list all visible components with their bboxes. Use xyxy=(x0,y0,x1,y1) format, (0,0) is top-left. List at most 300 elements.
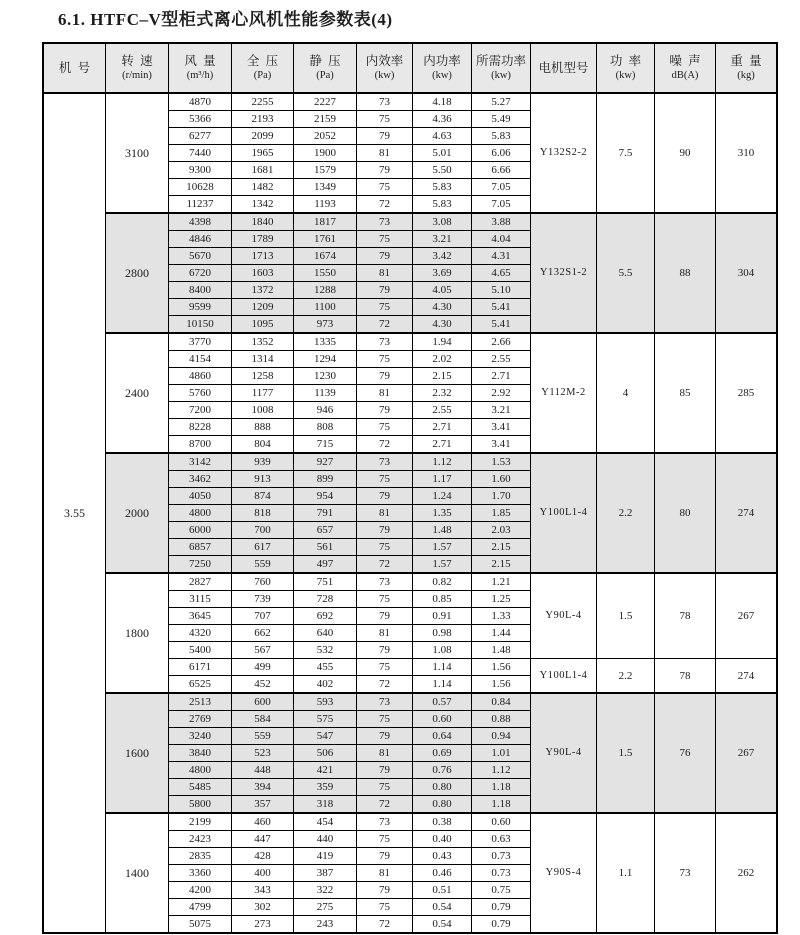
cell-static-pressure: 1335 xyxy=(294,333,357,351)
cell-required-power: 3.88 xyxy=(472,213,531,231)
cell-total-pressure: 913 xyxy=(232,471,294,488)
table-body xyxy=(43,93,777,933)
cell-air-volume: 4860 xyxy=(169,368,232,385)
cell-efficiency: 72 xyxy=(357,316,413,334)
cell-required-power: 1.85 xyxy=(472,505,531,522)
cell-efficiency: 79 xyxy=(357,608,413,625)
cell-required-power: 5.83 xyxy=(472,128,531,145)
cell-total-pressure: 600 xyxy=(232,693,294,711)
cell-air-volume: 3462 xyxy=(169,471,232,488)
cell-static-pressure: 1349 xyxy=(294,179,357,196)
cell-weight: 285 xyxy=(716,333,778,453)
cell-motor-power: 1.5 xyxy=(597,573,655,659)
cell-required-power: 1.70 xyxy=(472,488,531,505)
cell-weight: 267 xyxy=(716,693,778,813)
cell-internal-power: 0.98 xyxy=(413,625,472,642)
cell-weight: 274 xyxy=(716,659,778,694)
cell-efficiency: 75 xyxy=(357,231,413,248)
cell-static-pressure: 640 xyxy=(294,625,357,642)
cell-efficiency: 79 xyxy=(357,522,413,539)
cell-air-volume: 10628 xyxy=(169,179,232,196)
cell-static-pressure: 547 xyxy=(294,728,357,745)
cell-air-volume: 10150 xyxy=(169,316,232,334)
cell-required-power: 1.01 xyxy=(472,745,531,762)
cell-efficiency: 81 xyxy=(357,265,413,282)
cell-motor-power: 1.1 xyxy=(597,813,655,933)
speed-cell: 1800 xyxy=(106,573,169,693)
cell-required-power: 4.31 xyxy=(472,248,531,265)
cell-total-pressure: 662 xyxy=(232,625,294,642)
column-unit: (kw) xyxy=(432,70,452,81)
cell-air-volume: 11237 xyxy=(169,196,232,214)
column-header-static-pressure xyxy=(294,43,357,93)
cell-total-pressure: 1482 xyxy=(232,179,294,196)
speed-cell: 2000 xyxy=(106,453,169,573)
cell-required-power: 5.27 xyxy=(472,93,531,111)
cell-internal-power: 0.40 xyxy=(413,831,472,848)
cell-internal-power: 3.69 xyxy=(413,265,472,282)
cell-static-pressure: 1579 xyxy=(294,162,357,179)
column-header-motor-model xyxy=(531,43,597,93)
cell-air-volume: 6000 xyxy=(169,522,232,539)
cell-air-volume: 4800 xyxy=(169,505,232,522)
cell-total-pressure: 1342 xyxy=(232,196,294,214)
column-unit: (Pa) xyxy=(253,70,272,81)
cell-efficiency: 73 xyxy=(357,213,413,231)
cell-air-volume: 7440 xyxy=(169,145,232,162)
cell-total-pressure: 1258 xyxy=(232,368,294,385)
cell-required-power: 0.79 xyxy=(472,916,531,934)
cell-internal-power: 1.08 xyxy=(413,642,472,659)
cell-internal-power: 4.18 xyxy=(413,93,472,111)
cell-static-pressure: 946 xyxy=(294,402,357,419)
cell-total-pressure: 394 xyxy=(232,779,294,796)
cell-required-power: 0.94 xyxy=(472,728,531,745)
cell-required-power: 0.73 xyxy=(472,865,531,882)
cell-air-volume: 5400 xyxy=(169,642,232,659)
cell-internal-power: 1.94 xyxy=(413,333,472,351)
cell-static-pressure: 751 xyxy=(294,573,357,591)
cell-air-volume: 6857 xyxy=(169,539,232,556)
cell-internal-power: 4.05 xyxy=(413,282,472,299)
cell-noise: 76 xyxy=(655,693,716,813)
cell-static-pressure: 454 xyxy=(294,813,357,831)
column-label: 全 压 xyxy=(246,54,279,68)
speed-cell: 2800 xyxy=(106,213,169,333)
cell-motor-model: Y90L-4 xyxy=(531,693,597,813)
column-header-weight xyxy=(716,43,778,93)
cell-internal-power: 0.64 xyxy=(413,728,472,745)
column-header-air-volume xyxy=(169,43,232,93)
cell-total-pressure: 874 xyxy=(232,488,294,505)
cell-total-pressure: 460 xyxy=(232,813,294,831)
cell-static-pressure: 1294 xyxy=(294,351,357,368)
cell-internal-power: 2.71 xyxy=(413,419,472,436)
cell-required-power: 3.41 xyxy=(472,419,531,436)
cell-total-pressure: 1789 xyxy=(232,231,294,248)
cell-air-volume: 4799 xyxy=(169,899,232,916)
cell-noise: 90 xyxy=(655,93,716,213)
cell-total-pressure: 1965 xyxy=(232,145,294,162)
cell-static-pressure: 419 xyxy=(294,848,357,865)
cell-air-volume: 2423 xyxy=(169,831,232,848)
cell-required-power: 0.88 xyxy=(472,711,531,728)
cell-internal-power: 1.14 xyxy=(413,676,472,694)
cell-required-power: 1.33 xyxy=(472,608,531,625)
cell-static-pressure: 1193 xyxy=(294,196,357,214)
cell-total-pressure: 939 xyxy=(232,453,294,471)
cell-motor-model: Y132S1-2 xyxy=(531,213,597,333)
cell-internal-power: 0.43 xyxy=(413,848,472,865)
table-row xyxy=(43,573,777,591)
cell-air-volume: 5485 xyxy=(169,779,232,796)
cell-efficiency: 79 xyxy=(357,248,413,265)
cell-weight: 274 xyxy=(716,453,778,573)
cell-required-power: 1.25 xyxy=(472,591,531,608)
cell-internal-power: 0.38 xyxy=(413,813,472,831)
cell-static-pressure: 402 xyxy=(294,676,357,694)
speed-cell: 3100 xyxy=(106,93,169,213)
cell-required-power: 1.21 xyxy=(472,573,531,591)
column-label: 内功率 xyxy=(423,54,461,68)
cell-air-volume: 6171 xyxy=(169,659,232,676)
cell-required-power: 2.15 xyxy=(472,539,531,556)
cell-total-pressure: 1177 xyxy=(232,385,294,402)
cell-required-power: 2.15 xyxy=(472,556,531,574)
cell-required-power: 1.12 xyxy=(472,762,531,779)
cell-internal-power: 5.50 xyxy=(413,162,472,179)
cell-required-power: 2.66 xyxy=(472,333,531,351)
cell-static-pressure: 1100 xyxy=(294,299,357,316)
cell-air-volume: 6525 xyxy=(169,676,232,694)
cell-internal-power: 0.57 xyxy=(413,693,472,711)
cell-internal-power: 2.02 xyxy=(413,351,472,368)
cell-static-pressure: 318 xyxy=(294,796,357,814)
cell-motor-model: Y90S-4 xyxy=(531,813,597,933)
cell-air-volume: 9300 xyxy=(169,162,232,179)
speed-cell: 1400 xyxy=(106,813,169,933)
cell-air-volume: 5075 xyxy=(169,916,232,934)
cell-required-power: 2.92 xyxy=(472,385,531,402)
cell-air-volume: 4870 xyxy=(169,93,232,111)
table-row xyxy=(43,213,777,231)
cell-internal-power: 0.76 xyxy=(413,762,472,779)
cell-noise: 78 xyxy=(655,659,716,694)
cell-required-power: 5.10 xyxy=(472,282,531,299)
cell-efficiency: 73 xyxy=(357,93,413,111)
cell-required-power: 0.73 xyxy=(472,848,531,865)
cell-efficiency: 72 xyxy=(357,676,413,694)
cell-required-power: 0.63 xyxy=(472,831,531,848)
cell-static-pressure: 1674 xyxy=(294,248,357,265)
cell-total-pressure: 559 xyxy=(232,556,294,574)
cell-air-volume: 5366 xyxy=(169,111,232,128)
cell-static-pressure: 359 xyxy=(294,779,357,796)
cell-efficiency: 79 xyxy=(357,728,413,745)
cell-efficiency: 75 xyxy=(357,899,413,916)
cell-motor-model: Y100L1-4 xyxy=(531,453,597,573)
cell-required-power: 6.06 xyxy=(472,145,531,162)
cell-efficiency: 72 xyxy=(357,556,413,574)
cell-air-volume: 7200 xyxy=(169,402,232,419)
cell-required-power: 7.05 xyxy=(472,179,531,196)
column-label: 所需功率 xyxy=(475,54,526,68)
cell-air-volume: 3840 xyxy=(169,745,232,762)
cell-required-power: 1.44 xyxy=(472,625,531,642)
cell-required-power: 2.03 xyxy=(472,522,531,539)
cell-efficiency: 79 xyxy=(357,848,413,865)
cell-efficiency: 75 xyxy=(357,351,413,368)
cell-total-pressure: 1681 xyxy=(232,162,294,179)
cell-total-pressure: 559 xyxy=(232,728,294,745)
cell-internal-power: 2.15 xyxy=(413,368,472,385)
column-label: 重 量 xyxy=(730,54,762,68)
cell-total-pressure: 452 xyxy=(232,676,294,694)
cell-static-pressure: 532 xyxy=(294,642,357,659)
cell-total-pressure: 1314 xyxy=(232,351,294,368)
column-header-noise xyxy=(655,43,716,93)
column-label: 功 率 xyxy=(609,54,642,68)
cell-internal-power: 4.30 xyxy=(413,316,472,334)
machine-no-cell: 3.55 xyxy=(43,93,106,933)
cell-internal-power: 0.85 xyxy=(413,591,472,608)
cell-air-volume: 8400 xyxy=(169,282,232,299)
cell-total-pressure: 818 xyxy=(232,505,294,522)
cell-efficiency: 81 xyxy=(357,145,413,162)
column-unit: (r/min) xyxy=(122,70,152,81)
cell-static-pressure: 455 xyxy=(294,659,357,676)
cell-air-volume: 8228 xyxy=(169,419,232,436)
cell-internal-power: 2.55 xyxy=(413,402,472,419)
cell-total-pressure: 400 xyxy=(232,865,294,882)
cell-required-power: 1.18 xyxy=(472,779,531,796)
cell-efficiency: 72 xyxy=(357,196,413,214)
cell-required-power: 0.79 xyxy=(472,899,531,916)
cell-internal-power: 0.80 xyxy=(413,796,472,814)
cell-weight: 267 xyxy=(716,573,778,659)
cell-required-power: 1.56 xyxy=(472,676,531,694)
cell-static-pressure: 657 xyxy=(294,522,357,539)
cell-total-pressure: 707 xyxy=(232,608,294,625)
cell-air-volume: 3142 xyxy=(169,453,232,471)
cell-total-pressure: 1372 xyxy=(232,282,294,299)
cell-efficiency: 75 xyxy=(357,179,413,196)
cell-internal-power: 0.69 xyxy=(413,745,472,762)
table-row xyxy=(43,693,777,711)
cell-static-pressure: 497 xyxy=(294,556,357,574)
cell-static-pressure: 954 xyxy=(294,488,357,505)
cell-air-volume: 3645 xyxy=(169,608,232,625)
column-header-required-power xyxy=(472,43,531,93)
cell-noise: 73 xyxy=(655,813,716,933)
cell-required-power: 5.49 xyxy=(472,111,531,128)
cell-internal-power: 4.63 xyxy=(413,128,472,145)
cell-air-volume: 2513 xyxy=(169,693,232,711)
cell-internal-power: 0.51 xyxy=(413,882,472,899)
cell-internal-power: 1.12 xyxy=(413,453,472,471)
cell-total-pressure: 760 xyxy=(232,573,294,591)
cell-motor-model: Y112M-2 xyxy=(531,333,597,453)
cell-internal-power: 0.54 xyxy=(413,916,472,934)
cell-total-pressure: 617 xyxy=(232,539,294,556)
cell-air-volume: 5670 xyxy=(169,248,232,265)
cell-total-pressure: 1095 xyxy=(232,316,294,334)
cell-motor-model: Y100L1-4 xyxy=(531,659,597,694)
cell-noise: 80 xyxy=(655,453,716,573)
cell-internal-power: 1.57 xyxy=(413,556,472,574)
cell-total-pressure: 804 xyxy=(232,436,294,454)
cell-required-power: 0.60 xyxy=(472,813,531,831)
column-header-efficiency xyxy=(357,43,413,93)
cell-internal-power: 1.17 xyxy=(413,471,472,488)
cell-motor-power: 2.2 xyxy=(597,659,655,694)
cell-noise: 85 xyxy=(655,333,716,453)
cell-static-pressure: 791 xyxy=(294,505,357,522)
cell-total-pressure: 523 xyxy=(232,745,294,762)
cell-efficiency: 75 xyxy=(357,299,413,316)
column-header-internal-power xyxy=(413,43,472,93)
cell-internal-power: 0.80 xyxy=(413,779,472,796)
cell-efficiency: 75 xyxy=(357,539,413,556)
column-label: 电机型号 xyxy=(538,60,589,75)
cell-efficiency: 75 xyxy=(357,419,413,436)
cell-required-power: 4.04 xyxy=(472,231,531,248)
fan-performance-table xyxy=(42,42,778,934)
cell-efficiency: 75 xyxy=(357,471,413,488)
table-row xyxy=(43,93,777,111)
column-unit: (kg) xyxy=(737,70,755,81)
cell-efficiency: 73 xyxy=(357,693,413,711)
cell-efficiency: 79 xyxy=(357,488,413,505)
cell-required-power: 1.56 xyxy=(472,659,531,676)
cell-air-volume: 7250 xyxy=(169,556,232,574)
cell-efficiency: 73 xyxy=(357,573,413,591)
cell-internal-power: 1.35 xyxy=(413,505,472,522)
cell-required-power: 6.66 xyxy=(472,162,531,179)
cell-internal-power: 5.83 xyxy=(413,179,472,196)
cell-internal-power: 2.32 xyxy=(413,385,472,402)
cell-internal-power: 4.36 xyxy=(413,111,472,128)
cell-motor-model: Y90L-4 xyxy=(531,573,597,659)
column-unit: (kw) xyxy=(491,70,511,81)
cell-efficiency: 79 xyxy=(357,642,413,659)
column-label: 机 号 xyxy=(58,60,91,75)
table-header xyxy=(43,43,777,93)
cell-weight: 304 xyxy=(716,213,778,333)
cell-total-pressure: 567 xyxy=(232,642,294,659)
cell-total-pressure: 700 xyxy=(232,522,294,539)
cell-required-power: 2.55 xyxy=(472,351,531,368)
column-header-motor-power xyxy=(597,43,655,93)
column-header-speed xyxy=(106,43,169,93)
cell-static-pressure: 2052 xyxy=(294,128,357,145)
cell-air-volume: 6720 xyxy=(169,265,232,282)
cell-air-volume: 2769 xyxy=(169,711,232,728)
cell-total-pressure: 1352 xyxy=(232,333,294,351)
cell-efficiency: 75 xyxy=(357,711,413,728)
cell-required-power: 0.84 xyxy=(472,693,531,711)
cell-noise: 78 xyxy=(655,573,716,659)
cell-efficiency: 73 xyxy=(357,453,413,471)
cell-required-power: 0.75 xyxy=(472,882,531,899)
cell-total-pressure: 357 xyxy=(232,796,294,814)
cell-efficiency: 79 xyxy=(357,882,413,899)
cell-air-volume: 2835 xyxy=(169,848,232,865)
cell-total-pressure: 428 xyxy=(232,848,294,865)
cell-efficiency: 79 xyxy=(357,368,413,385)
cell-efficiency: 73 xyxy=(357,333,413,351)
cell-static-pressure: 243 xyxy=(294,916,357,934)
column-unit: dB(A) xyxy=(671,70,699,81)
cell-weight: 310 xyxy=(716,93,778,213)
column-label: 转 速 xyxy=(121,54,153,68)
cell-air-volume: 9599 xyxy=(169,299,232,316)
cell-internal-power: 4.30 xyxy=(413,299,472,316)
cell-efficiency: 81 xyxy=(357,745,413,762)
cell-internal-power: 1.14 xyxy=(413,659,472,676)
cell-total-pressure: 273 xyxy=(232,916,294,934)
cell-static-pressure: 2227 xyxy=(294,93,357,111)
cell-air-volume: 3240 xyxy=(169,728,232,745)
column-unit: (Pa) xyxy=(316,70,334,81)
cell-required-power: 2.71 xyxy=(472,368,531,385)
cell-total-pressure: 2193 xyxy=(232,111,294,128)
cell-required-power: 7.05 xyxy=(472,196,531,214)
speed-cell: 1600 xyxy=(106,693,169,813)
cell-total-pressure: 584 xyxy=(232,711,294,728)
cell-motor-power: 1.5 xyxy=(597,693,655,813)
cell-total-pressure: 739 xyxy=(232,591,294,608)
page-title: 6.1. HTFC–V型柜式离心风机性能参数表(4) xyxy=(58,10,393,29)
cell-static-pressure: 1288 xyxy=(294,282,357,299)
cell-static-pressure: 575 xyxy=(294,711,357,728)
cell-static-pressure: 715 xyxy=(294,436,357,454)
cell-efficiency: 72 xyxy=(357,916,413,934)
column-label: 内效率 xyxy=(365,54,404,68)
cell-static-pressure: 808 xyxy=(294,419,357,436)
cell-weight: 262 xyxy=(716,813,778,933)
cell-air-volume: 4398 xyxy=(169,213,232,231)
cell-air-volume: 3360 xyxy=(169,865,232,882)
cell-efficiency: 81 xyxy=(357,625,413,642)
cell-air-volume: 4200 xyxy=(169,882,232,899)
cell-air-volume: 4050 xyxy=(169,488,232,505)
cell-static-pressure: 387 xyxy=(294,865,357,882)
column-header-machine-no xyxy=(43,43,106,93)
cell-total-pressure: 448 xyxy=(232,762,294,779)
cell-air-volume: 2827 xyxy=(169,573,232,591)
cell-efficiency: 75 xyxy=(357,111,413,128)
cell-total-pressure: 1008 xyxy=(232,402,294,419)
cell-total-pressure: 1603 xyxy=(232,265,294,282)
cell-internal-power: 1.57 xyxy=(413,539,472,556)
cell-air-volume: 2199 xyxy=(169,813,232,831)
cell-total-pressure: 2255 xyxy=(232,93,294,111)
cell-static-pressure: 421 xyxy=(294,762,357,779)
cell-efficiency: 79 xyxy=(357,128,413,145)
cell-static-pressure: 1817 xyxy=(294,213,357,231)
cell-internal-power: 3.42 xyxy=(413,248,472,265)
cell-static-pressure: 593 xyxy=(294,693,357,711)
cell-required-power: 1.48 xyxy=(472,642,531,659)
cell-air-volume: 4800 xyxy=(169,762,232,779)
cell-total-pressure: 343 xyxy=(232,882,294,899)
cell-efficiency: 75 xyxy=(357,659,413,676)
cell-internal-power: 5.01 xyxy=(413,145,472,162)
cell-air-volume: 5760 xyxy=(169,385,232,402)
cell-static-pressure: 561 xyxy=(294,539,357,556)
table-row xyxy=(43,453,777,471)
